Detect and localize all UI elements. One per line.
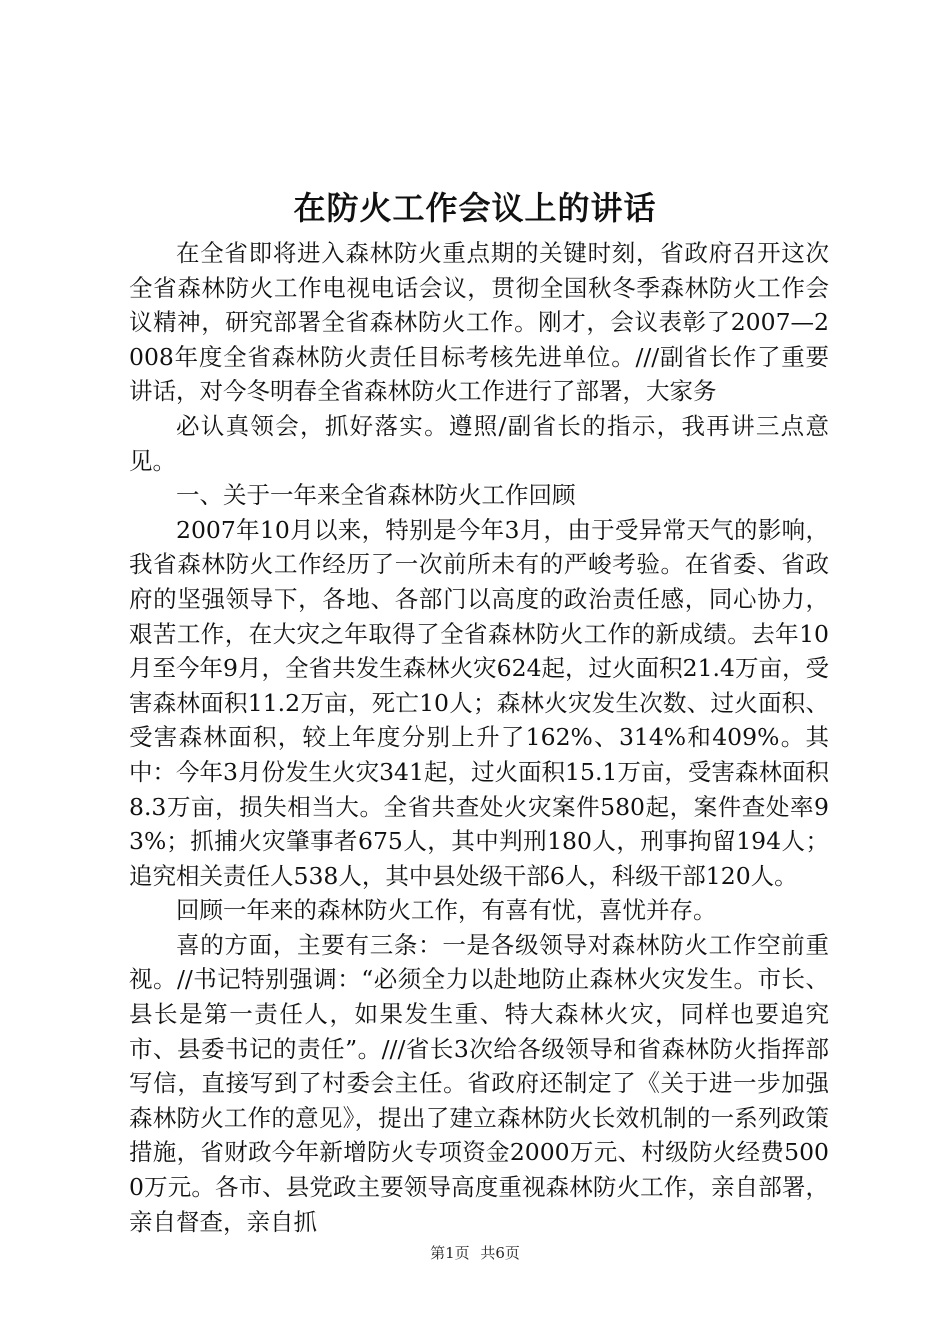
paragraph-positive-aspects: 喜的方面，主要有三条：一是各级领导对森林防火工作空前重视。//书记特别强调：“必须全力以赴地防止森林火灾发生。市长、县长是第一责任人，如果发生重、特大森林火灾，同样也要追究市、县委书记的责任”。///省长3次给各级领导和省森林防火指挥部写信，直接写到了村委会主任。省政府还制定了《关于进一步加强森林防火工作的意见》，提出了建立森林防火长效机制的一系列政策措施，省财政今年新增防火专项资金2000万元、村级防火经费5000万元。各市、县党政主要领导高度重视森林防火工作，亲自部署，亲自督查，亲自抓 <box>129 930 829 1236</box>
paragraph-intro: 在全省即将进入森林防火重点期的关键时刻，省政府召开这次全省森林防火工作电视电话会议，贯彻全国秋冬季森林防火工作会议精神，研究部署全省森林防火工作。刚才，会议表彰了2007—2008年度全省森林防火责任目标考核先进单位。///副省长作了重要讲话，对今冬明春全省森林防火工作进行了部署，大家务 <box>129 239 829 406</box>
paragraph-statistics: 2007年10月以来，特别是今年3月，由于受异常天气的影响，我省森林防火工作经历了一次前所未有的严峻考验。在省委、省政府的坚强领导下，各地、各部门以高度的政治责任感，同心协力，艰苦工作，在大灾之年取得了全省森林防火工作的新成绩。去年10月至今年9月，全省共发生森林火灾624起，过火面积21.4万亩，受害森林面积11.2万亩，死亡10人；森林火灾发生次数、过火面积、受害森林面积，较上年度分别上升了162%、314%和409%。其中：今年3月份发生火灾341起，过火面积15.1万亩，受害森林面积8.3万亩，损失相当大。全省共查处火灾案件580起，案件查处率93%；抓捕火灾肇事者675人，其中判刑180人，刑事拘留194人；追究相关责任人538人，其中县处级干部6人，科级干部120人。 <box>129 515 829 890</box>
page-total: 共6页 <box>480 1244 520 1262</box>
section-heading-review: 一、关于一年来全省森林防火工作回顾 <box>176 481 576 510</box>
paragraph-summary: 回顾一年来的森林防火工作，有喜有忧，喜忧并存。 <box>176 896 717 925</box>
paragraph-intro-continued: 必认真领会，抓好落实。遵照/副省长的指示，我再讲三点意见。 <box>129 411 829 475</box>
page-footer <box>0 1243 950 1263</box>
document-body <box>129 236 829 1239</box>
document-title: 在防火工作会议上的讲话 <box>293 189 657 227</box>
page-number: 第1页 <box>430 1244 470 1262</box>
